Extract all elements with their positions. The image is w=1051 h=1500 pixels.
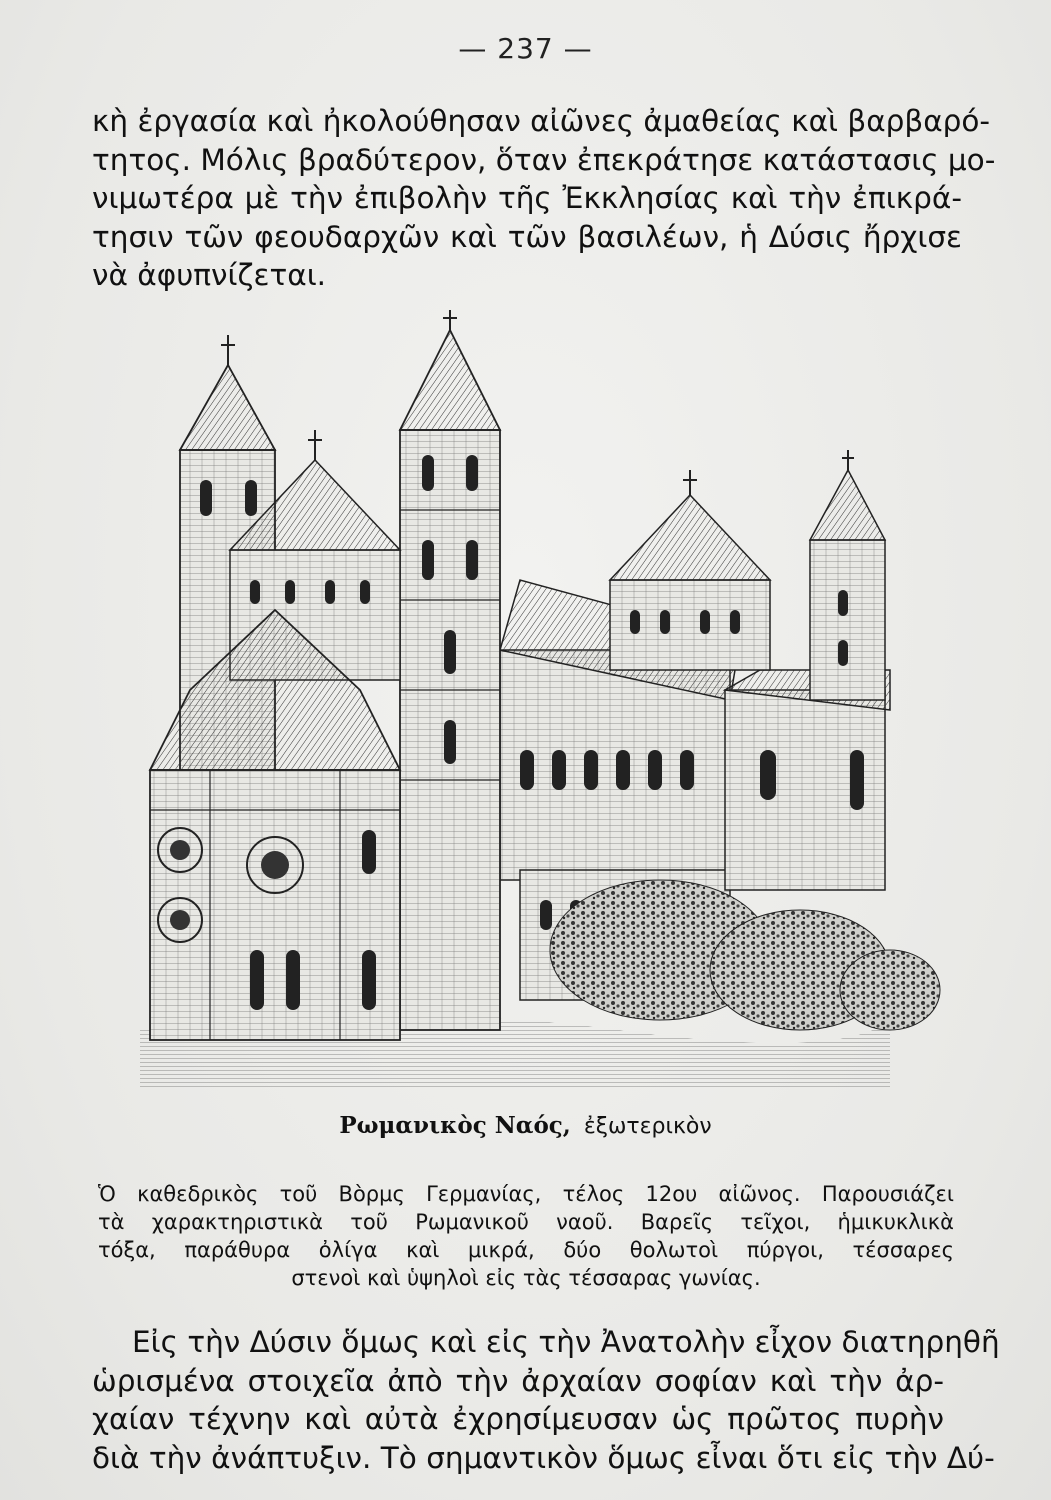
caption-subtitle: ἐξωτερικὸν: [583, 1114, 712, 1139]
text-line: διὰ τὴν ἀνάπτυξιν. Τὸ σημαντικὸν ὅμως εἶναι ὅτι εἰς τὴν Δύ-: [92, 1440, 995, 1475]
text-line: τητος. Μόλις βραδύτερον, ὅταν ἐπεκράτησε κατάστασις μο-: [92, 142, 996, 177]
cathedral-engraving: [100, 310, 950, 1100]
bottom-paragraph: [92, 1323, 1000, 1477]
figure-caption-text: [98, 1180, 954, 1292]
caption-line: στενοὶ καὶ ὑψηλοὶ εἰς τὰς τέσσαρας γωνίας.: [291, 1266, 761, 1290]
caption-line: τὰ χαρακτηριστικὰ τοῦ Ρωμανικοῦ ναοῦ. Βαρεῖς τεῖχοι, ἡμικυκλικὰ: [98, 1210, 954, 1234]
text-line: χαίαν τέχνην καὶ αὐτὰ ἐχρησίμευσαν ὡς πρῶτος πυρὴν: [92, 1402, 944, 1436]
text-line: νὰ ἀφυπνίζεται.: [92, 258, 327, 292]
page-number: — 237 —: [458, 32, 593, 65]
top-paragraph: [92, 102, 996, 295]
caption-line: τόξα, παράθυρα ὀλίγα καὶ μικρά, δύο θολωτοὶ πύργοι, τέσσαρες: [98, 1238, 954, 1262]
text-line: ὡρισμένα στοιχεῖα ἀπὸ τὴν ἀρχαίαν σοφίαν καὶ τὴν ἀρ-: [92, 1363, 944, 1398]
caption-title-bold: Ρωμανικὸς Ναός,: [339, 1112, 571, 1139]
text-line: νιμωτέρα μὲ τὴν ἐπιβολὴν τῆς Ἐκκλησίας καὶ τὴν ἐπικρά-: [92, 181, 962, 215]
text-line: τησιν τῶν φεουδαρχῶν καὶ τῶν βασιλέων, ἡ Δύσις ἤρχισε: [92, 219, 962, 254]
figure-caption-title: [0, 1112, 1051, 1139]
text-line: κὴ ἐργασία καὶ ἠκολούθησαν αἰῶνες ἀμαθείας καὶ βαρβαρό-: [92, 104, 991, 138]
text-line: Εἰς τὴν Δύσιν ὅμως καὶ εἰς τὴν Ἀνατολὴν εἶχον διατηρηθῆ: [132, 1325, 1000, 1359]
caption-line: Ὁ καθεδρικὸς τοῦ Βὸρμς Γερμανίας, τέλος 12ου αἰῶνος. Παρουσιάζει: [98, 1182, 954, 1206]
